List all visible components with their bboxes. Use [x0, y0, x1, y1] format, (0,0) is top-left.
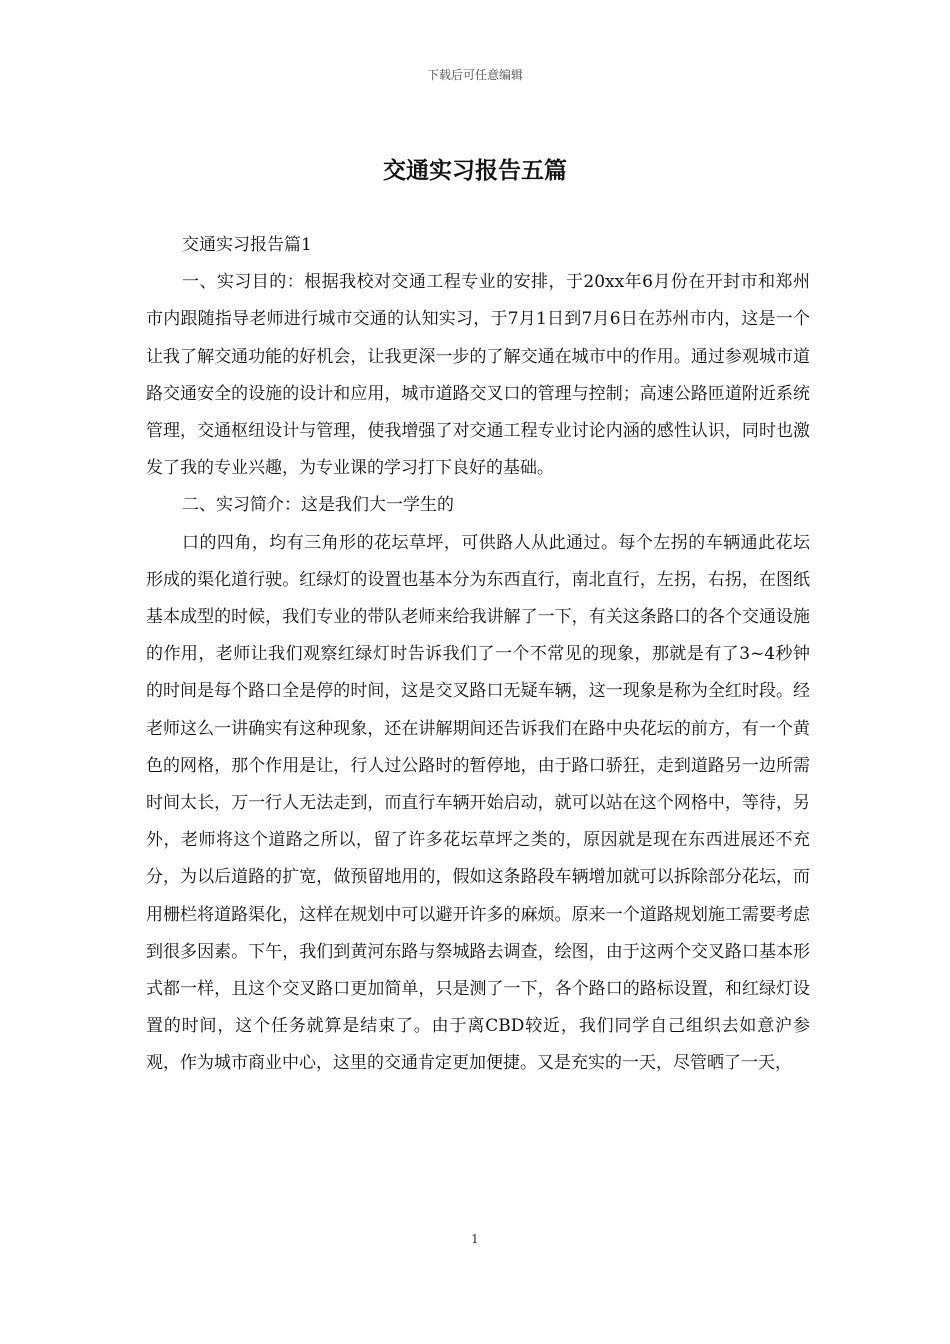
document-body: [146, 227, 810, 1083]
paragraph-purpose: 一、实习目的：根据我校对交通工程专业的安排，于20xx年6月份在开封市和郑州市内跟随指导老师进行城市交通的认知实习，于7月1日到7月6日在苏州市内，这是一个让我了解交通功能的好机会，让我更深一步的了解交通在城市中的作用。通过参观城市道路交通安全的设施的设计和应用，城市道路交叉口的管理与控制；高速公路匝道附近系统管理，交通枢纽设计与管理，使我增强了对交通工程专业讨论内涵的感性认识，同时也激发了我的专业兴趣，为专业课的学习打下良好的基础。: [146, 272, 810, 479]
paragraph-intro: 二、实习简介：这是我们大一学生的: [182, 495, 454, 516]
document-title: 交通实习报告五篇: [383, 157, 567, 184]
paragraph-body: 口的四角，均有三角形的花坛草坪，可供路人从此通过。每个左拐的车辆通此花坛形成的渠化道行驶。红绿灯的设置也基本分为东西直行，南北直行，左拐，右拐，在图纸基本成型的时候，我们专业的带队老师来给我讲解了一下，有关这条路口的各个交通设施的作用，老师让我们观察红绿灯时告诉我们了一个不常见的现象，那就是有了3~4秒钟的时间是每个路口全是停的时间，这是交叉路口无疑车辆，这一现象是称为全红时段。经老师这么一讲确实有这种现象，还在讲解期间还告诉我们在路中央花坛的前方，有一个黄色的网格，那个作用是让，行人过公路时的暂停地，由于路口骄狂，走到道路另一边所需时间太长，万一行人无法走到，而直行车辆开始启动，就可以站在这个网格中，等待，另外，老师将这个道路之所以，留了许多花坛草坪之类的，原因就是现在东西进展还不充分，为以后道路的扩宽，做预留地用的，假如这条路段车辆增加就可以拆除部分花坛，而用栅栏将道路渠化，这样在规划中可以避开许多的麻烦。原来一个道路规划施工需要考虑到很多因素。下午，我们到黄河东路与祭城路去调查，绘图，由于这两个交叉路口基本形式都一样，且这个交叉路口更加简单，只是测了一下，各个路口的路标设置，和红绿灯设置的时间，这个任务就算是结束了。由于离CBD较近，我们同学自己组织去如意沪参观，作为城市商业中心，这里的交通肯定更加便捷。又是充实的一天，尽管晒了一天，: [146, 532, 810, 1074]
page-number: 1: [471, 1232, 479, 1246]
section-heading: 交通实习报告篇1: [182, 235, 312, 255]
header-note: 下载后可任意编辑: [426, 68, 523, 82]
